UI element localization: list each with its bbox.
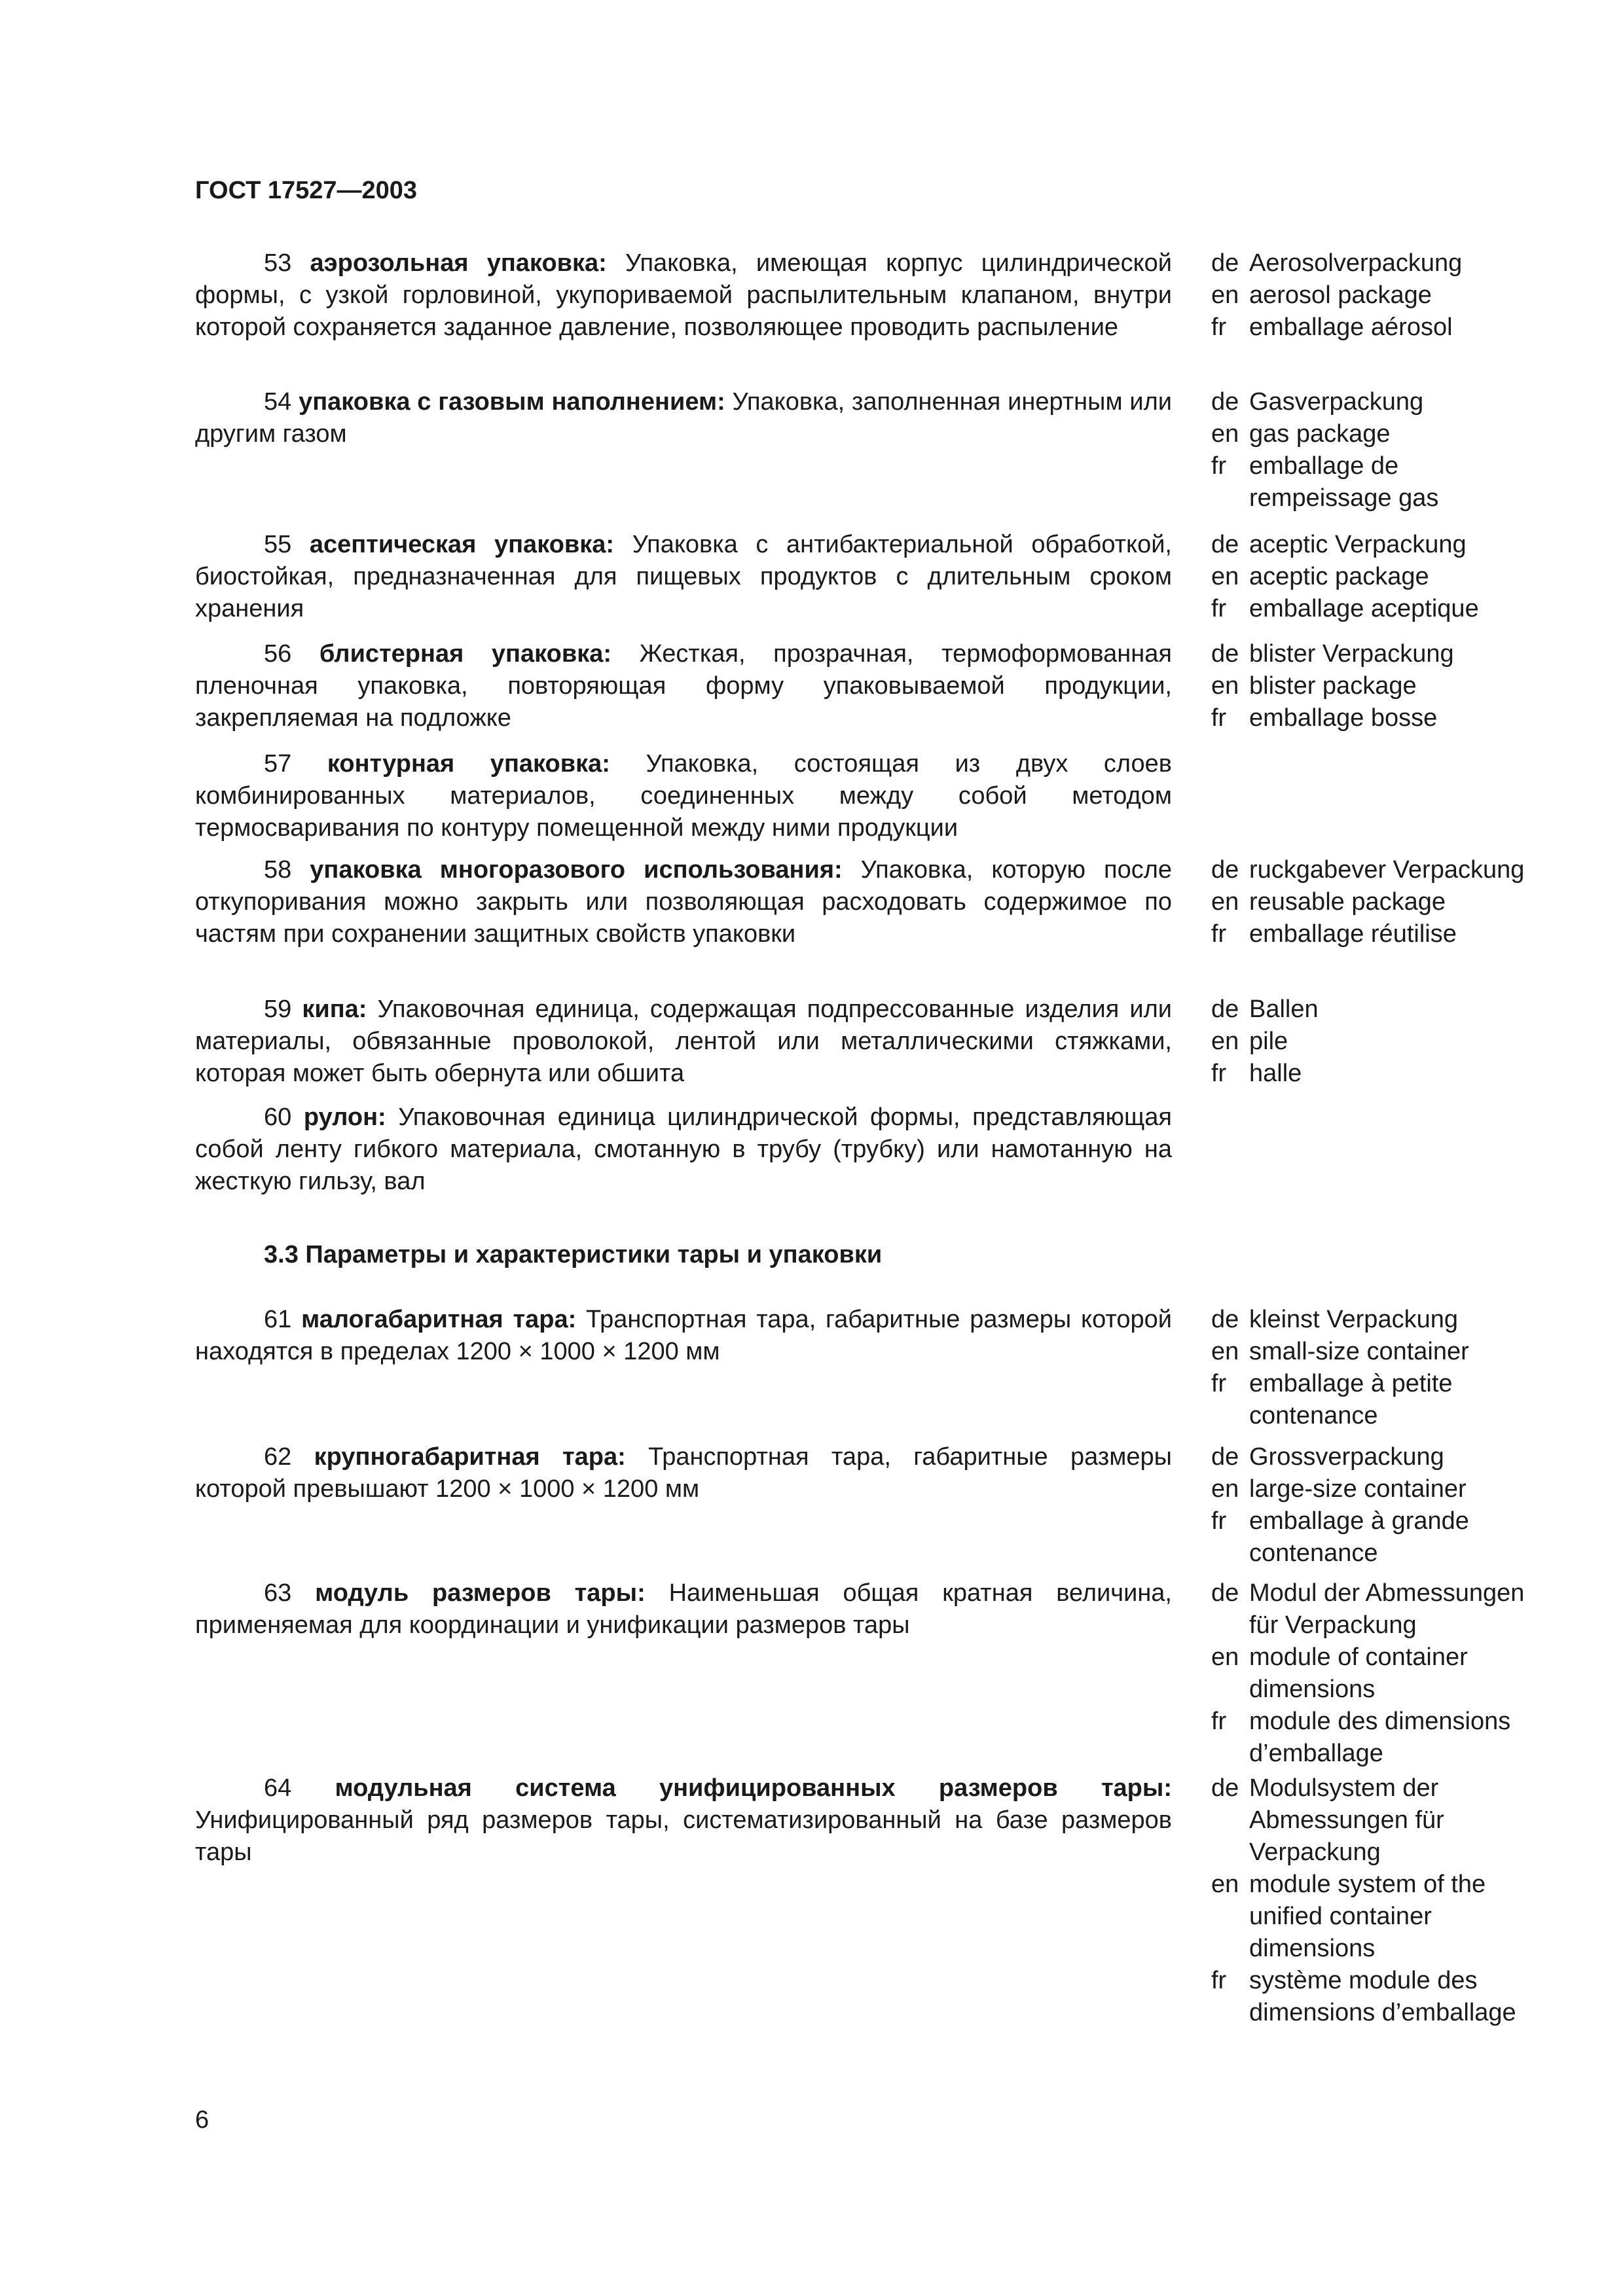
term-definition: Наименьшая общая кратная величина, применяемая для координации и унификации размеров тары xyxy=(195,1579,1172,1639)
definition xyxy=(195,748,1172,844)
definition xyxy=(195,386,1172,450)
equiv-en: module system of the unified container dimensions xyxy=(1249,1871,1486,1962)
term-definition: Упаковка, заполненная инертным или другим газом xyxy=(195,388,1173,448)
equiv-en: aceptic package xyxy=(1249,563,1429,590)
term-definition: Унифицированный ряд размеров тары, систематизированный на базе размеров тары xyxy=(195,1806,1172,1866)
term-name: упаковка с газовым наполнением: xyxy=(299,388,725,416)
definition xyxy=(195,1772,1172,1869)
term-name: модульная система унифицированных размеров тары: xyxy=(335,1774,1173,1802)
term-name: контурная упаковка: xyxy=(327,750,610,778)
term-definition: Упаковка, состоящая из двух слоев комбинированных материалов, соединенных между собой методом термосваривания по контуру помещенной между ними продукции xyxy=(195,750,1172,842)
term-name: блистерная упаковка: xyxy=(319,640,612,668)
term-number: 55 xyxy=(264,531,292,558)
definition xyxy=(195,1441,1172,1505)
equiv-en: gas package xyxy=(1249,420,1391,448)
term-number: 56 xyxy=(264,640,292,668)
equiv-fr: module des dimensions d’emballage xyxy=(1249,1708,1511,1767)
equiv-de: Grossverpackung xyxy=(1249,1443,1444,1471)
equiv-de: Aerosolverpackung xyxy=(1249,249,1463,277)
equiv-en: blister package xyxy=(1249,672,1417,700)
term-number: 58 xyxy=(264,856,292,884)
definition xyxy=(195,1304,1172,1368)
term-number: 61 xyxy=(264,1306,292,1333)
term-number: 62 xyxy=(264,1443,292,1471)
term-definition: Упаковка с антибактериальной обработкой, биостойкая, предназначенная для пищевых продуктов с длительным сроком хранения xyxy=(195,531,1172,622)
definition xyxy=(195,247,1172,344)
equiv-de: ruckgabever Verpackung xyxy=(1249,856,1525,884)
equiv-de: Modulsystem der Abmessungen für Verpackung xyxy=(1249,1774,1444,1866)
equiv-de: Ballen xyxy=(1249,996,1319,1023)
equivalents: de Ballen en pile fr halle xyxy=(1211,994,1539,1090)
term-definition: Упаковочная единица цилиндрической формы, представляющая собой ленту гибкого материала, смотанную в трубу (трубку) или намотанную на жесткую гильзу, вал xyxy=(195,1103,1172,1195)
term-name: рулон: xyxy=(303,1103,386,1131)
term-definition: Жесткая, прозрачная, термоформованная пленочная упаковка, повторяющая форму упаковываемой продукции, закрепляемая на подложке xyxy=(195,640,1172,732)
equiv-fr: emballage bosse xyxy=(1249,704,1438,732)
equivalents: de Modul der Abmessungen für Verpackung en module of container dimensions fr module des dimensions d’emballage xyxy=(1211,1577,1539,1770)
term-name: малогабаритная тара: xyxy=(301,1306,577,1333)
definition xyxy=(195,1577,1172,1641)
equiv-en: reusable package xyxy=(1249,888,1446,916)
equiv-fr: emballage à grande contenance xyxy=(1249,1507,1469,1567)
equivalents: de aceptic Verpackung en aceptic package fr emballage aceptique xyxy=(1211,529,1539,625)
equiv-en: large-size container xyxy=(1249,1475,1467,1503)
equiv-fr: emballage aceptique xyxy=(1249,595,1479,622)
equiv-fr: système module des dimensions d’emballage xyxy=(1249,1967,1516,2026)
equiv-fr: emballage réutilise xyxy=(1249,920,1457,948)
term-number: 64 xyxy=(264,1774,292,1802)
term-name: асептическая упаковка: xyxy=(309,531,615,558)
equivalents: de ruckgabever Verpackung en reusable package fr emballage réutilise xyxy=(1211,854,1539,950)
equiv-de: kleinst Verpackung xyxy=(1249,1306,1458,1333)
equiv-en: small-size container xyxy=(1249,1338,1469,1365)
definition xyxy=(195,529,1172,625)
term-name: упаковка многоразового использования: xyxy=(310,856,843,884)
equivalents: de Aerosolverpackung en aerosol package fr emballage aérosol xyxy=(1211,247,1539,344)
equivalents: de Grossverpackung en large-size container fr emballage à grande contenance xyxy=(1211,1441,1539,1570)
term-name: модуль размеров тары: xyxy=(315,1579,646,1607)
term-name: аэрозольная упаковка: xyxy=(310,249,607,277)
equiv-en: aerosol package xyxy=(1249,281,1432,309)
equiv-fr: emballage de rempeissage gas xyxy=(1249,452,1439,512)
equiv-fr: emballage aérosol xyxy=(1249,314,1453,341)
term-definition: Транспортная тара, габаритные размеры которой превышают 1200 × 1000 × 1200 мм xyxy=(195,1443,1172,1503)
term-definition: Транспортная тара, габаритные размеры которой находятся в пределах 1200 × 1000 × 1200 мм xyxy=(195,1306,1172,1365)
equiv-de: Modul der Abmessungen für Verpackung xyxy=(1249,1579,1525,1639)
equivalents: de kleinst Verpackung en small-size container fr emballage à petite contenance xyxy=(1211,1304,1539,1432)
term-name: крупногабаритная тара: xyxy=(314,1443,626,1471)
term-definition: Упаковочная единица, содержащая подпрессованные изделия или материалы, обвязанные проволокой, лентой или металлическими стяжками, которая может быть обернута или обшита xyxy=(195,996,1172,1087)
term-definition: Упаковка, которую после откупоривания можно закрыть или позволяющая расходовать содержимое по частям при сохранении защитных свойств упаковки xyxy=(195,856,1173,948)
equiv-de: aceptic Verpackung xyxy=(1249,531,1467,558)
section-title: 3.3 Параметры и характеристики тары и упаковки xyxy=(264,1241,883,1268)
equivalents: de Modulsystem der Abmessungen für Verpackung en module system of the unified container dimensions fr système module des dimensions d’emballage xyxy=(1211,1772,1539,2029)
term-name: кипа: xyxy=(302,996,367,1023)
equiv-fr: halle xyxy=(1249,1060,1302,1087)
page-number: 6 xyxy=(195,2106,210,2134)
equiv-de: blister Verpackung xyxy=(1249,640,1454,668)
standard-header: ГОСТ 17527—2003 xyxy=(195,177,418,204)
term-number: 63 xyxy=(264,1579,292,1607)
definition xyxy=(195,638,1172,734)
definition xyxy=(195,1102,1172,1198)
definition xyxy=(195,854,1172,950)
term-number: 60 xyxy=(264,1103,292,1131)
equiv-fr: emballage à petite contenance xyxy=(1249,1370,1453,1429)
term-number: 59 xyxy=(264,996,292,1023)
definition xyxy=(195,994,1172,1090)
equiv-de: Gasverpackung xyxy=(1249,388,1424,416)
term-number: 57 xyxy=(264,750,292,778)
term-definition: Упаковка, имеющая корпус цилиндрической формы, с узкой горловиной, укупориваемой распылительным клапаном, внутри которой сохраняется заданное давление, позволяющее проводить распыление xyxy=(195,249,1173,341)
term-number: 53 xyxy=(264,249,292,277)
equivalents: de Gasverpackung en gas package fr emballage de rempeissage gas xyxy=(1211,386,1539,514)
equiv-en: module of container dimensions xyxy=(1249,1643,1468,1703)
equiv-en: pile xyxy=(1249,1028,1288,1055)
term-number: 54 xyxy=(264,388,292,416)
equivalents: de blister Verpackung en blister package fr emballage bosse xyxy=(1211,638,1539,734)
